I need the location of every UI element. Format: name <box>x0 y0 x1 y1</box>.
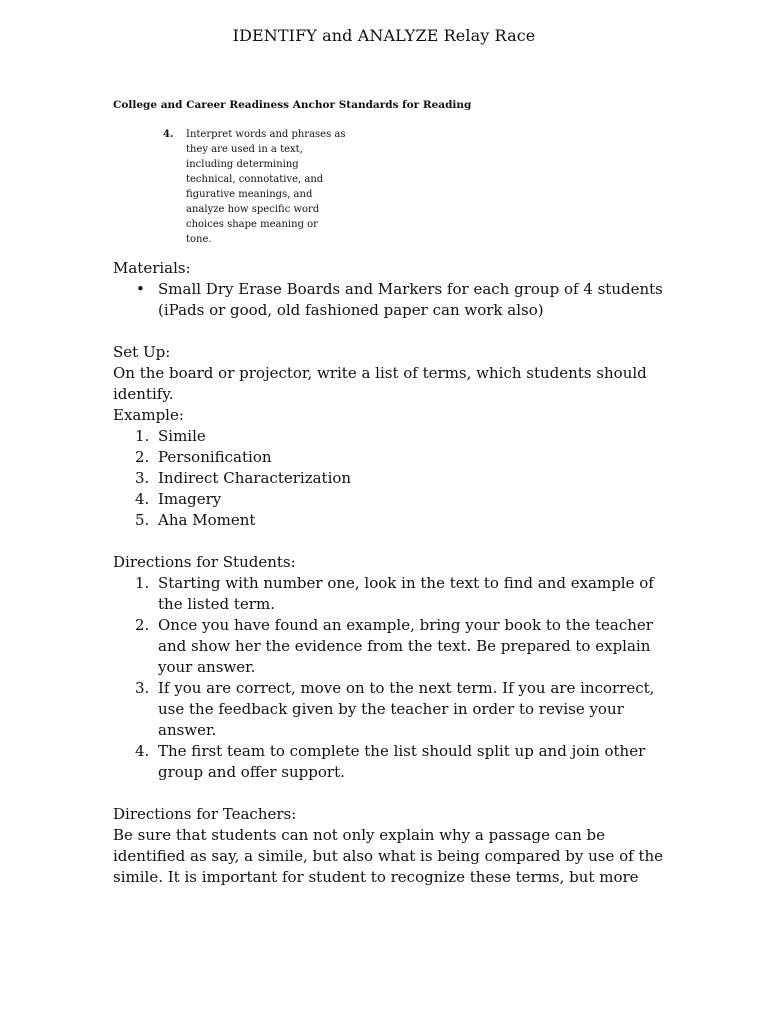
list-item <box>113 426 673 447</box>
student-directions-list <box>113 573 673 783</box>
standard-line: tone. <box>186 234 212 245</box>
item-number: 1. <box>135 427 150 445</box>
setup-text-line: identify. <box>113 385 174 403</box>
item-line: the listed term. <box>158 595 275 613</box>
standard-line: Interpret words and phrases as <box>186 129 346 140</box>
list-item <box>113 678 673 741</box>
list-item <box>113 279 673 321</box>
standard-line: choices shape meaning or <box>186 219 318 230</box>
list-item-line: Small Dry Erase Boards and Markers for each group of 4 students <box>158 280 663 298</box>
example-label: Example: <box>113 406 184 424</box>
teacher-directions-line: Be sure that students can not only explain why a passage can be <box>113 826 606 844</box>
item-line: Once you have found an example, bring your book to the teacher <box>158 616 653 634</box>
item-number: 5. <box>135 511 150 529</box>
example-list <box>113 426 673 531</box>
teacher-directions-label: Directions for Teachers: <box>113 805 297 823</box>
standard-line: figurative meanings, and <box>186 189 313 200</box>
teacher-directions-line: simile. It is important for student to recognize these terms, but more <box>113 868 639 886</box>
item-text: Aha Moment <box>158 511 256 529</box>
teacher-directions-line: identified as say, a simile, but also what is being compared by use of the <box>113 847 664 865</box>
list-item <box>113 741 673 783</box>
item-text: Imagery <box>158 490 222 508</box>
standard-item-number: 4. <box>163 129 174 140</box>
item-number: 2. <box>135 448 150 466</box>
list-item <box>113 510 673 531</box>
item-line: answer. <box>158 721 217 739</box>
item-line: and show her the evidence from the text. Be prepared to explain <box>158 637 651 655</box>
item-line: use the feedback given by the teacher in order to revise your <box>158 700 624 718</box>
materials-list <box>113 279 673 321</box>
standard-item-text <box>186 127 356 247</box>
materials-label: Materials: <box>113 259 191 277</box>
item-number: 2. <box>135 616 150 634</box>
item-line: If you are correct, move on to the next term. If you are incorrect, <box>158 679 655 697</box>
item-text: Simile <box>158 427 206 445</box>
setup-text-line: On the board or projector, write a list of terms, which students should <box>113 364 647 382</box>
setup-label: Set Up: <box>113 343 171 361</box>
standards-heading: College and Career Readiness Anchor Standards for Reading <box>113 99 472 111</box>
item-line: Starting with number one, look in the text to find and example of <box>158 574 654 592</box>
item-number: 3. <box>135 469 150 487</box>
item-line: group and offer support. <box>158 763 345 781</box>
item-number: 4. <box>135 742 150 760</box>
list-item <box>113 573 673 615</box>
student-directions-label: Directions for Students: <box>113 553 296 571</box>
list-item <box>113 468 673 489</box>
item-text: Personification <box>158 448 272 466</box>
item-number: 4. <box>135 490 150 508</box>
list-item-line: (iPads or good, old fashioned paper can work also) <box>158 301 544 319</box>
item-number: 3. <box>135 679 150 697</box>
item-text: Indirect Characterization <box>158 469 352 487</box>
list-item <box>113 489 673 510</box>
page-title: IDENTIFY and ANALYZE Relay Race <box>232 26 536 45</box>
standard-line: including determining <box>186 159 299 170</box>
standard-line: they are used in a text, <box>186 144 303 155</box>
item-line: your answer. <box>158 658 256 676</box>
standard-line: technical, connotative, and <box>186 174 324 185</box>
item-line: The first team to complete the list should split up and join other <box>158 742 646 760</box>
list-item <box>113 447 673 468</box>
standard-line: analyze how specific word <box>186 204 320 215</box>
list-item <box>113 615 673 678</box>
document-body <box>113 258 673 888</box>
item-number: 1. <box>135 574 150 592</box>
bullet-icon: • <box>136 280 145 298</box>
